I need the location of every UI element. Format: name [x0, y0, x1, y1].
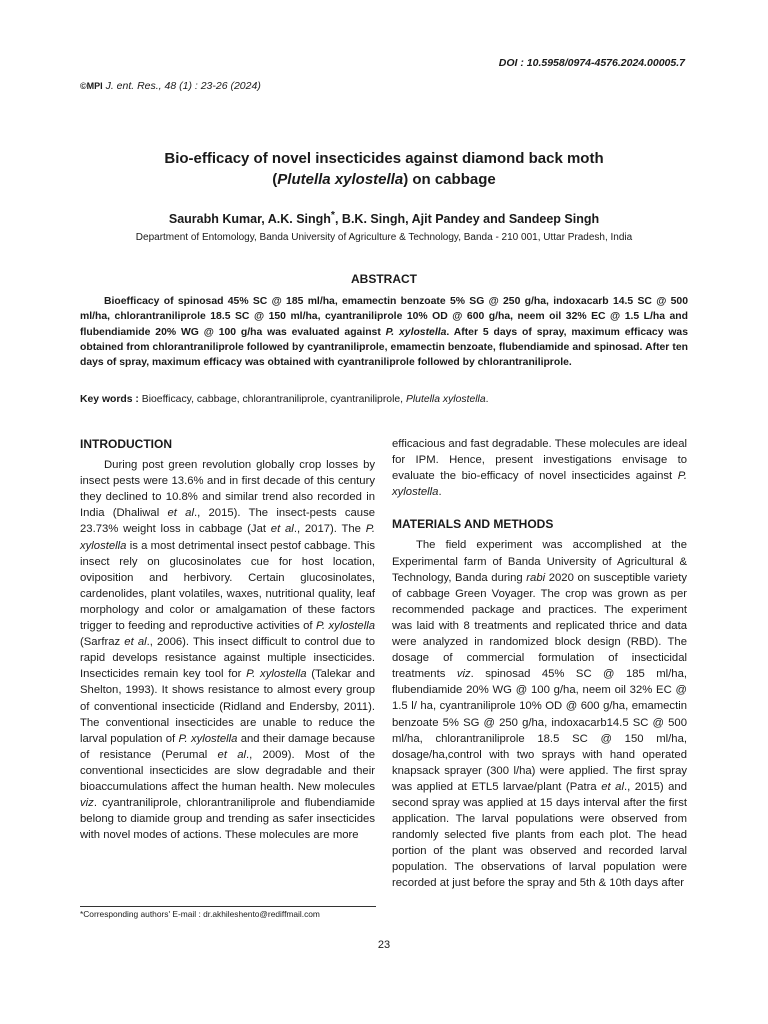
journal-citation-text: J. ent. Res., 48 (1) : 23-26 (2024) [105, 80, 261, 92]
introduction-continued: efficacious and fast degradable. These molecules are ideal for IPM. Hence, present investigations envisage to evaluate the bio-efficacy of novel insecticides against P. xylostella. [392, 438, 687, 499]
keywords-label: Key words : [80, 394, 139, 405]
author-first: Saurabh Kumar, A.K. Singh [168, 212, 331, 227]
abstract-species: P. xylostella [385, 326, 447, 338]
journal-logo: MPI [86, 81, 103, 91]
title-line-2 [80, 169, 688, 190]
keywords-text: Bioefficacy, cabbage, chlorantraniliprole, cyantraniliprole, [138, 394, 406, 405]
paper-title [80, 148, 688, 190]
abstract-part: Bioefficacy of spinosad 45% SC @ 185 ml/ha, emamectin benzoate 5% SG @ 250 g/ha, indoxacarb 14.5 SC @ 500 ml/ha, chlorantraniliprole 18.5 SC @ 150 ml/ha, cyantraniliprole 10% OD @ 600 g/ha, neem oil 32% EC @ 1.5 L/ha and flubendiamide 20% WG @ 100 g/ha was evaluated against [80, 296, 688, 338]
title-rest: ) on cabbage [403, 171, 496, 188]
abstract-text [80, 294, 688, 370]
abstract-part: . After 5 days of spray, maximum efficacy was obtained from chlorantraniliprole followed by cyantraniliprole, emamectin benzoate, flubendiamide and spinosad. After ten days of spray, maximum efficacy was obtained with cyantraniliprole followed by chlorantraniliprole. [80, 326, 688, 369]
corresponding-star: * [330, 210, 335, 221]
page-number: 23 [377, 939, 391, 951]
left-column [80, 436, 375, 843]
affiliation: Department of Entomology, Banda University of Agriculture & Technology, Banda - 210 001, Uttar Pradesh, India [135, 232, 633, 243]
introduction-heading: INTRODUCTION [80, 437, 172, 451]
title-species: Plutella xylostella [277, 171, 404, 188]
title-paren: ( [272, 171, 278, 188]
introduction-paragraph: During post green revolution globally crop losses by insect pests were 13.6% and in first decade of this century they declined to 10.8% and similar trend also recorded in India (Dhaliwal et al., 2015). The insect-pests cause 23.73% weight loss in cabbage (Jat et al., 2017). The P. xylostella is a most detrimental insect pestof cabbage. This insect rely on glucosinolates cue for host location, oviposition and herbivory. Certain glucosinolates, cardenolides, plant volatiles, waxes, nutritional quality, leaf morphology and color or amalgamation of these factors trigger to feeding and reproductive activities of P. xylostella (Sarfraz et al., 2006). This insect difficult to control due to rapid develops resistance against multiple insecticides. Insecticides remain key tool for P. xylostella (Talekar and Shelton, 1993). It shows resistance to almost every group of conventional insecticide (Ridland and Endersby, 2011). The conventional insecticides are unable to reduce the larval population of P. xylostella and their damage because of resistance (Perumal et al., 2009). Most of the conventional insecticides are slow degradable and their bioaccumulations affect the human health. New molecules viz. cyantraniliprole, chlorantraniliprole and flubendiamide belong to diamide group and trending as safer insecticides with novel modes of actions. These molecules are more [80, 459, 376, 842]
author-rest: , B.K. Singh, Ajit Pandey and Sandeep Singh [334, 212, 600, 227]
methods-heading: MATERIALS AND METHODS [392, 517, 554, 532]
methods-paragraph: The field experiment was accomplished at the Experimental farm of Banda University of Agricultural & Technology, Banda during rabi 2020 on susceptible variety of cabbage Green Voyager. The crop was grown as per recommended package and practices. The experiment was laid with 8 treatments and replicated thrice and data were analyzed in randomized block design (RBD). The dosage of commercial formulation of insecticidal treatments viz. spinosad 45% SC @ 185 ml/ha, flubendiamide 20% WG @ 100 g/ha, neem oil 32% EC @ 1.5 l/ ha, cyantraniliprole 10% OD @ 600 g/ha, emamectin benzoate 5% SG @ 250 g/ha, indoxacarb14.5 SC @ 500 ml/ha, chlorantraniliprole 18.5 SC @ 150 ml/ha, dosage/ha,control with two sprays with hand operated knapsack sprayer (300 l/ha) were applied. The first spray was applied at ETL5 larvae/plant (Patra et al., 2015) and second spray was applied at 15 days interval after the first application. The larval populations were observed from randomly selected five plants from each plot. The head portion of the plant was observed and recorded larval population. The observations of larval population were recorded at just before the spray and 5th & 10th days after [392, 539, 688, 890]
keywords-species: Plutella xylostella [405, 394, 486, 405]
right-column [392, 436, 687, 892]
keywords-end: . [485, 394, 489, 405]
doi: DOI : 10.5958/0974-4576.2024.00005.7 [498, 57, 685, 69]
copyright-mark: © [80, 81, 87, 91]
abstract-heading: ABSTRACT [351, 272, 417, 286]
footnote-divider [80, 906, 376, 907]
title-line-1: Bio-efficacy of novel insecticides against diamond back moth [164, 150, 604, 167]
journal-citation [80, 80, 261, 92]
keywords [80, 392, 688, 407]
authors [80, 210, 688, 226]
footnote: *Corresponding authors' E-mail : dr.akhileshento@rediffmail.com [80, 909, 320, 919]
